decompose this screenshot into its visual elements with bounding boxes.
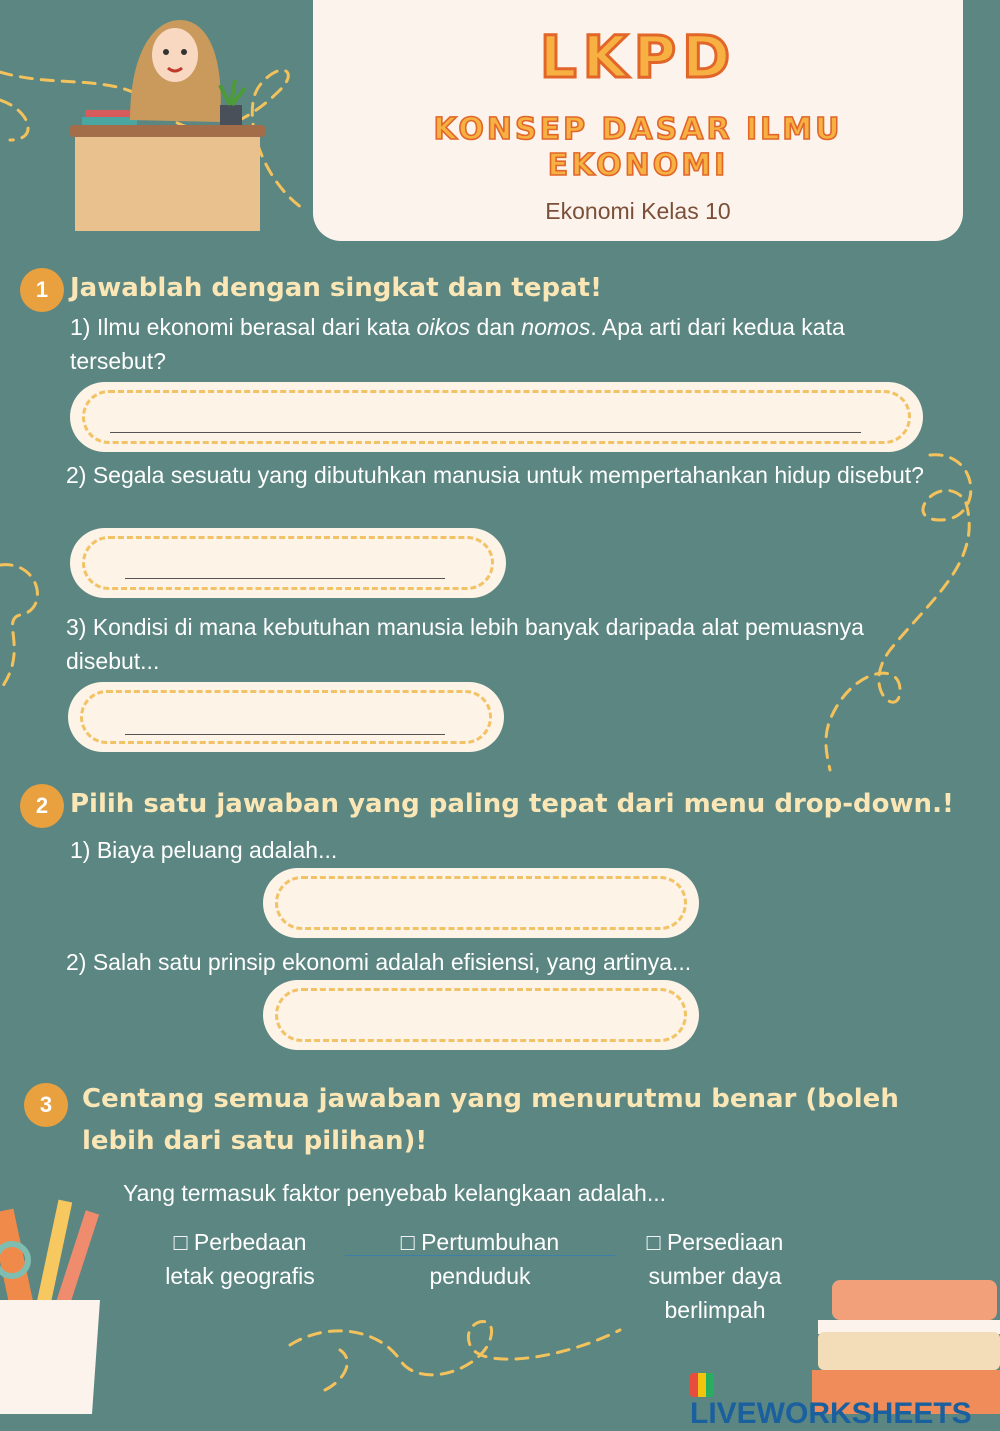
term-oikos: oikos: [416, 314, 471, 340]
section-1-number: 1: [20, 268, 64, 312]
checkbox-option-3[interactable]: □ Persediaan sumber daya berlimpah: [646, 1229, 784, 1323]
dropdown-2-2[interactable]: [263, 980, 699, 1050]
checkbox-icon[interactable]: □: [646, 1229, 661, 1255]
answer-field-1-3[interactable]: [68, 682, 504, 752]
section-2-heading: Pilih satu jawaban yang paling tepat dari menu drop-down.!: [70, 789, 954, 819]
checklist-prompt: Yang termasuk faktor penyebab kelangkaan adalah...: [123, 1180, 666, 1206]
pencil-cup-illustration: [0, 1190, 110, 1414]
teacher-illustration: [70, 10, 270, 235]
watermark-text: LIVEWORKSHEETS: [690, 1397, 972, 1430]
section-3-heading: Centang semua jawaban yang menurutmu benar (boleh lebih dari satu pilihan)!: [82, 1084, 899, 1156]
checkbox-icon[interactable]: □: [400, 1229, 415, 1255]
worksheet-title: LKPD: [539, 23, 737, 91]
section-3-number: 3: [24, 1083, 68, 1127]
question-2-1: 1) Biaya peluang adalah...: [70, 837, 338, 863]
term-nomos: nomos: [521, 314, 591, 340]
subject-label: Ekonomi Kelas 10: [545, 198, 731, 224]
section-1-heading: Jawablah dengan singkat dan tepat!: [70, 273, 602, 303]
question-1-2: 2) Segala sesuatu yang dibutuhkan manusia untuk mempertahankan hidup disebut?: [66, 462, 924, 488]
checkbox-option-1[interactable]: □ Perbedaan letak geografis: [165, 1229, 315, 1289]
answer-field-1-1[interactable]: [70, 382, 923, 452]
answer-field-1-2[interactable]: [70, 528, 506, 598]
worksheet-subtitle: KONSEP DASAR ILMU EKONOMI: [433, 112, 843, 183]
checkbox-option-2[interactable]: □ Pertumbuhan penduduk: [400, 1229, 560, 1289]
question-1-1: 1) Ilmu ekonomi berasal dari kata oikos dan nomos. Apa arti dari kedua kata tersebut?: [70, 314, 845, 374]
liveworksheets-logo: [690, 1373, 1000, 1431]
section-2-number: 2: [20, 784, 64, 828]
dropdown-2-1[interactable]: [263, 868, 699, 938]
liveworksheets-icon: [690, 1373, 714, 1397]
checkbox-icon[interactable]: □: [173, 1229, 188, 1255]
question-2-2: 2) Salah satu prinsip ekonomi adalah efisiensi, yang artinya...: [66, 949, 692, 975]
question-1-3: 3) Kondisi di mana kebutuhan manusia lebih banyak daripada alat pemuasnya disebut...: [66, 614, 864, 674]
